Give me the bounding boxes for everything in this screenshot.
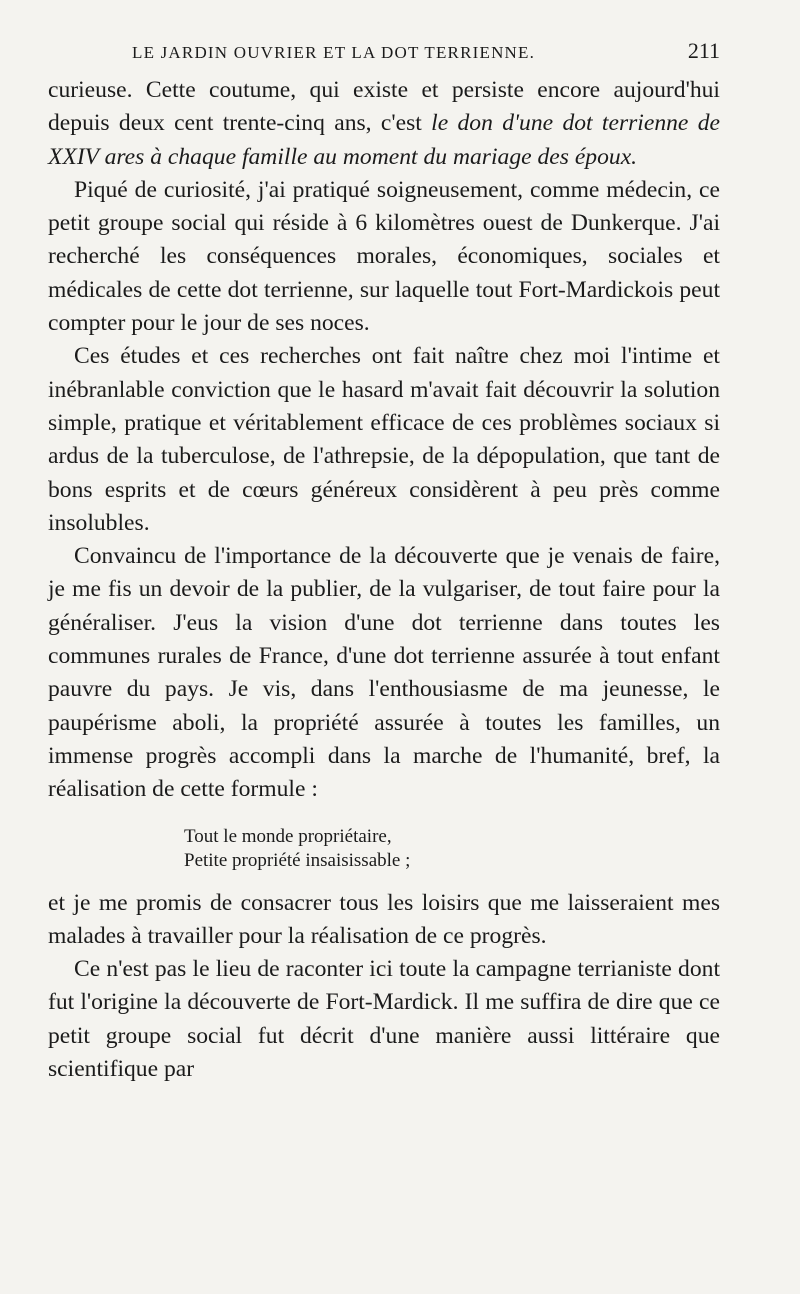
page-number: 211 <box>687 38 720 63</box>
body-text <box>48 74 720 1086</box>
running-title: LE JARDIN OUVRIER ET LA DOT TERRIENNE. <box>132 43 536 62</box>
paragraph-2: Piqué de curiosité, j'ai pratiqué soigneusement, comme médecin, ce petit groupe social qui réside à 6 kilomètres ouest de Dunkerque. J'ai recherché les conséquences morales, économiques, sociales et médicales de cette dot terrienne, sur laquelle tout Fort-Mardickois peut compter pour le jour de ses noces. <box>48 176 720 337</box>
paragraph-1 <box>48 74 720 174</box>
paragraph-6: Ce n'est pas le lieu de raconter ici toute la campagne terrianiste dont fut l'origine la découverte de Fort-Mardick. Il me suffira de dire que ce petit groupe social fut décrit d'une manière aussi littéraire que scientifique par <box>48 956 720 1083</box>
verse-line-2: Petite propriété insaisissable ; <box>184 849 411 871</box>
paragraph-5: et je me promis de consacrer tous les loisirs que me laisseraient mes malades à travailler pour la réalisation de ce progrès. <box>48 889 720 949</box>
paragraph-4: Convaincu de l'importance de la découverte que je venais de faire, je me fis un devoir de la publier, de la vulgariser, de tout faire pour la généraliser. J'eus la vision d'une dot terrienne dans toutes les communes rurales de France, d'une dot terrienne assurée à tout enfant pauvre du pays. Je vis, dans l'enthousiasme de ma jeunesse, le paupérisme aboli, la propriété assurée à toutes les familles, un immense progrès accompli dans la marche de l'humanité, bref, la réalisation de cette formule : <box>48 543 720 803</box>
running-header <box>132 38 720 74</box>
paragraph-1-text: curieuse. Cette coutume, qui existe et persiste encore aujourd'hui depuis deux cent trente-cinq ans, c'est <box>48 77 720 137</box>
paragraph-1-italic: le don d'une dot terrienne de XXIV ares à chaque famille au moment du mariage des époux. <box>48 110 720 170</box>
paragraph-3: Ces études et ces recherches ont fait naître chez moi l'intime et inébranlable conviction que le hasard m'avait fait découvrir la solution simple, pratique et véritablement efficace de ces problèmes sociaux si ardus de la tuberculose, de l'athrepsie, de la dépopulation, que tant de bons esprits et de cœurs généreux considèrent à peu près comme insolubles. <box>48 343 720 536</box>
verse-quote <box>184 825 720 873</box>
verse-line-1: Tout le monde propriétaire, <box>184 825 392 847</box>
